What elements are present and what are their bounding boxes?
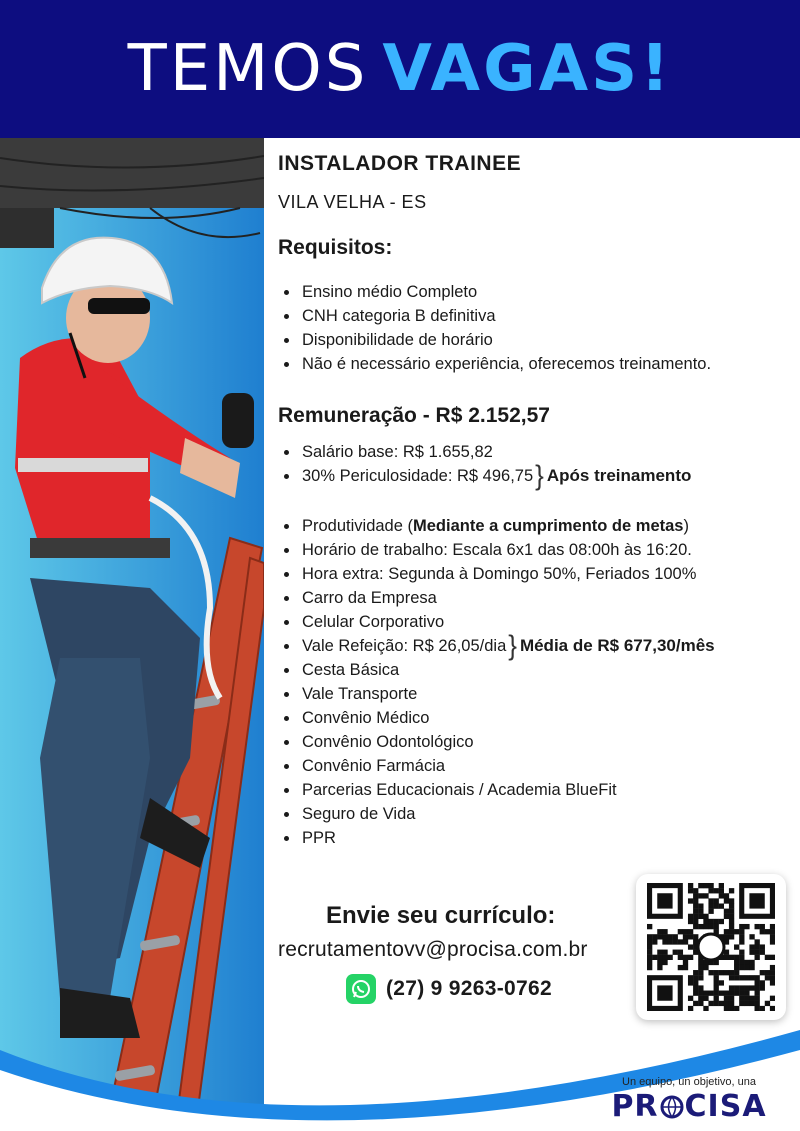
list-item: Disponibilidade de horário [278, 328, 711, 352]
meal-voucher: Vale Refeição: R$ 26,05/dia [302, 637, 507, 655]
contact-phone[interactable]: (27) 9 9263-0762 [386, 977, 552, 1000]
list-item: CNH categoria B definitiva [278, 304, 711, 328]
brace-glyph: } [535, 459, 544, 491]
job-title: INSTALADOR TRAINEE [278, 152, 522, 175]
meal-voucher-note: Média de R$ 677,30/mês [519, 636, 715, 655]
qr-whatsapp-mark [698, 934, 724, 960]
list-item [278, 629, 715, 661]
benefits-list [278, 514, 715, 850]
headline [128, 32, 673, 106]
list-item: Celular Corporativo [278, 610, 715, 634]
list-item: Horário de trabalho: Escala 6x1 das 08:00h às 16:20. [278, 538, 715, 562]
list-item: Convênio Médico [278, 706, 715, 730]
list-item [278, 440, 691, 464]
contact-email[interactable]: recrutamentovv@procisa.com.br [278, 938, 588, 961]
remuneration-heading: Remuneração - R$ 2.152,57 [278, 404, 550, 427]
productivity-suffix: ) [683, 517, 689, 535]
list-item: Hora extra: Segunda à Domingo 50%, Feriados 100% [278, 562, 715, 586]
qr-code-graphic [647, 883, 775, 1011]
company-brand [604, 1076, 774, 1124]
productivity-prefix: Produtividade ( [302, 517, 413, 535]
job-location: VILA VELHA - ES [278, 192, 427, 212]
productivity-condition: Mediante a cumprimento de metas [412, 517, 684, 535]
headline-part2: VAGAS! [382, 32, 673, 106]
list-item: Convênio Farmácia [278, 754, 715, 778]
list-item [278, 514, 715, 538]
remuneration-list [278, 440, 692, 491]
globe-icon [660, 1095, 684, 1119]
hazard-pay-note: Após treinamento [546, 466, 692, 485]
qr-code[interactable] [636, 874, 786, 1020]
list-item: Carro da Empresa [278, 586, 715, 610]
list-item: Convênio Odontológico [278, 730, 715, 754]
list-item: Parcerias Educacionais / Academia BlueFit [278, 778, 715, 802]
list-item: Seguro de Vida [278, 802, 715, 826]
list-item: Cesta Básica [278, 658, 715, 682]
brand-tagline: Un equipo, un objetivo, una [622, 1076, 756, 1088]
company-logo [604, 1089, 774, 1124]
requirements-list [278, 280, 711, 376]
contact-phone-row[interactable] [346, 974, 552, 1004]
brace-glyph: } [508, 629, 517, 661]
header-banner [0, 0, 800, 138]
cta-heading: Envie seu currículo: [326, 902, 556, 929]
hazard-pay: 30% Periculosidade: R$ 496,75 [302, 467, 534, 485]
list-item: Não é necessário experiência, oferecemos treinamento. [278, 352, 711, 376]
logo-text-right: CISA [684, 1089, 767, 1124]
whatsapp-icon [346, 974, 376, 1004]
base-salary: Salário base: R$ 1.655,82 [302, 443, 493, 461]
headline-part1: TEMOS [127, 32, 369, 106]
worker-photo [0, 138, 264, 1131]
list-item: PPR [278, 826, 715, 850]
list-item [278, 459, 692, 491]
requirements-heading: Requisitos: [278, 236, 393, 259]
list-item: Vale Transporte [278, 682, 715, 706]
list-item: Ensino médio Completo [278, 280, 711, 304]
logo-text-left: PR [611, 1089, 659, 1124]
